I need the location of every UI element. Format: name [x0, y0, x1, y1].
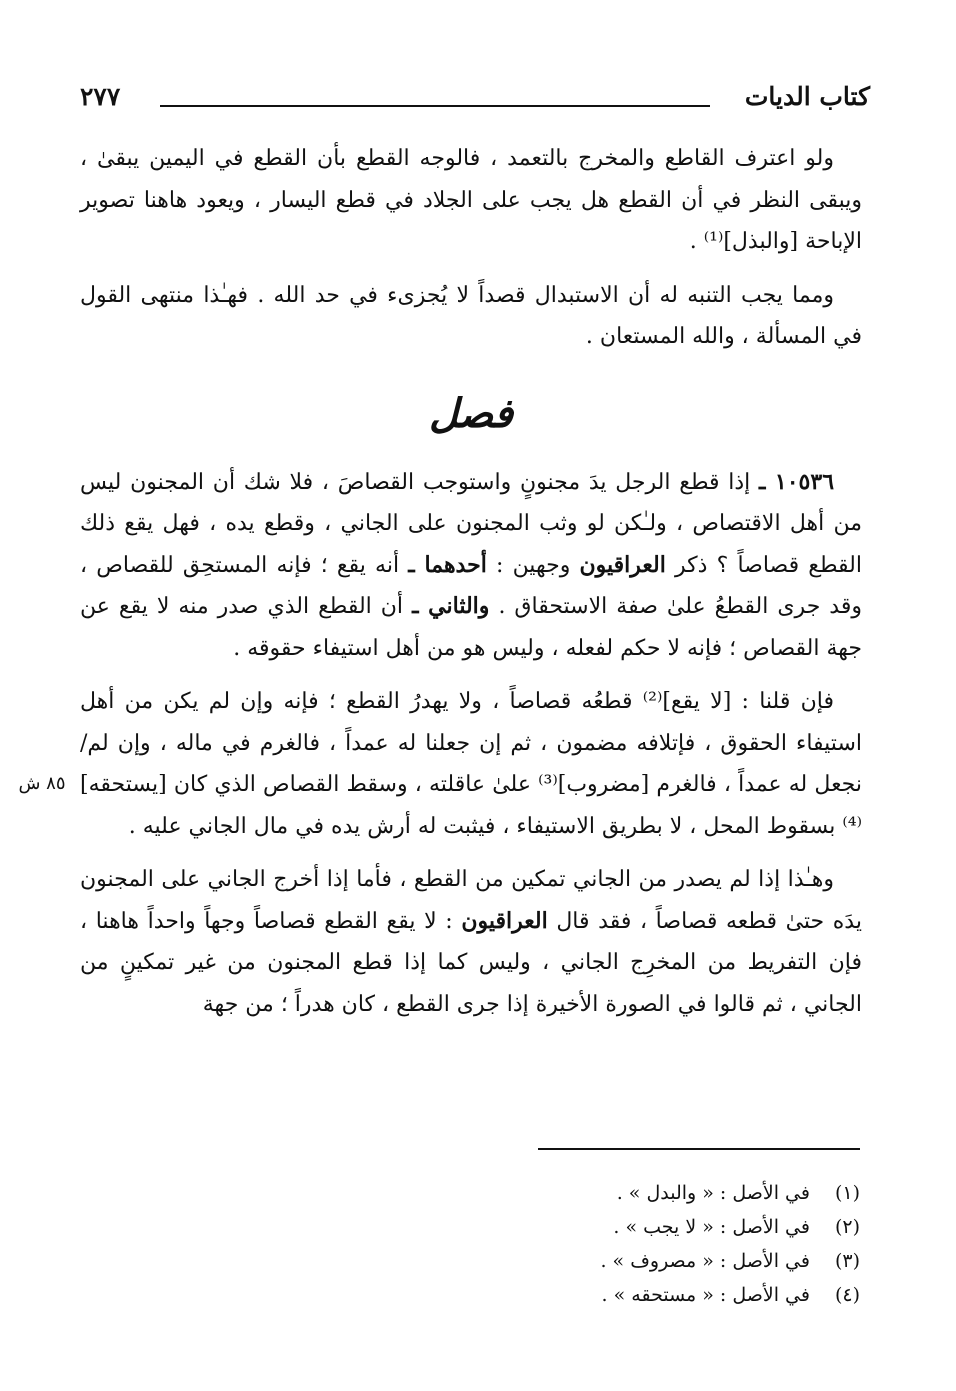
header-rule: [160, 105, 710, 107]
paragraph-3-text-b: وجهين :: [495, 552, 571, 578]
iraqis-term-2: العراقيون: [461, 907, 548, 934]
paragraph-3: [80, 462, 862, 670]
paragraph-4: فإن قلنا : [لا يقع]⁽²⁾ قطعُه قصاصاً ، ولا يهدرُ القطع ؛ فإنه وإن لم يكن من أهل استيفاء الحقوق ، فإتلافه مضمون ، ثم إن جعلنا له عمداً ، فالغرم في ماله ، وإن لم/ نجعل له عمداً ، فالغرم [مضروب]⁽³⁾ علىٰ عاقلته ، وسقط القصاص الذي كان [يستحقه]⁽⁴⁾ بسقوط المحل ، لا بطريق الاستيفاء ، فيثبت له أرش يده في مال الجاني عليه .: [80, 689, 863, 839]
footnote-text: في الأصل : « مصروف » .: [600, 1250, 810, 1272]
footnote-text: في الأصل : « والبدل » .: [616, 1182, 810, 1204]
main-text: [80, 138, 862, 1025]
footnote: [260, 1176, 860, 1210]
issue-number: ١٠٥٣٦ ـ: [759, 468, 835, 495]
footnote-number: (١): [834, 1182, 860, 1204]
running-header: [80, 78, 870, 118]
footnote-text: في الأصل : « مستحقه » .: [601, 1284, 810, 1306]
footnote-text: في الأصل : « لا يجب » .: [613, 1216, 810, 1238]
paragraph-5-text-a: وهـٰذا إذا لم يصدر من الجاني تمكين من القطع ، فأما إذا أخرج الجاني على المجنون يدَه حتىٰ قطعه قصاصاً ، فقد قال: [80, 867, 862, 934]
paragraph-3-text-d: أن القطع الذي صدر منه لا يقع عن جهة القصاص ؛ فإنه لا حكم لفعله ، وليس هو من أهل استيفاء حقوقه .: [80, 594, 862, 661]
first-view-label: أحدهما ـ: [408, 551, 487, 578]
footnote: [260, 1278, 860, 1312]
margin-folio-note: ٨٥ ش: [18, 773, 66, 794]
paragraph-3-text-c: أنه يقع ؛ فإنه المستحِق للقصاص ، وقد جرى القطعُ علىٰ صفة الاستحقاق .: [80, 552, 862, 619]
second-view-label: والثاني ـ: [412, 593, 490, 619]
paragraph-1: ولو اعترف القاطع والمخرج بالتعمد ، فالوجه القطع بأن القطع في اليمين يبقىٰ ، ويبقى النظر في أن القطع هل يجب على الجلاد في قطع اليسار ، ويعود هاهنا تصوير الإباحة [والبذل]⁽¹⁾ .: [80, 146, 862, 254]
book-title: كتاب الديات: [744, 82, 870, 111]
paragraph-2: ومما يجب التنبه له أن الاستبدال قصداً لا يُجزىء في حد الله . فهـٰذا منتهى القول في المسألة ، والله المستعان .: [80, 282, 862, 349]
footnote-number: (٣): [834, 1250, 860, 1272]
paragraph-5: [80, 859, 862, 1025]
paragraph-3-text-a: إذا قطع الرجل يدَ مجنونٍ واستوجب القصاصَ ، فلا شك أن المجنون ليس من أهل الاقتصاص ، ولـٰكن لو وثب المجنون على الجاني ، وقطع يده ، فهل يقع ذلك القطع قصاصاً ؟ ذكر: [80, 469, 863, 578]
footnote-number: (٢): [834, 1216, 860, 1238]
paragraph-5-text-b: : لا يقع القطع قصاصاً وجهاً واحداً هاهنا ، فإن التفريط من المخرِج الجاني ، وليس كما إذا قطع المجنون من غير تمكينٍ من الجاني ، ثم قالوا في الصورة الأخيرة إذا جرى القطع ، كان هدراً ؛ من جهة: [80, 908, 862, 1017]
iraqis-term: العراقيون: [579, 551, 666, 578]
footnote: [260, 1244, 860, 1278]
page-number: ٢٧٧: [80, 82, 121, 111]
section-title: [80, 384, 862, 444]
footnote: [260, 1210, 860, 1244]
footnote-rule: [538, 1148, 860, 1150]
footnotes: [260, 1176, 860, 1312]
footnote-number: (٤): [834, 1284, 860, 1306]
section-title-text: فصل: [428, 389, 514, 437]
